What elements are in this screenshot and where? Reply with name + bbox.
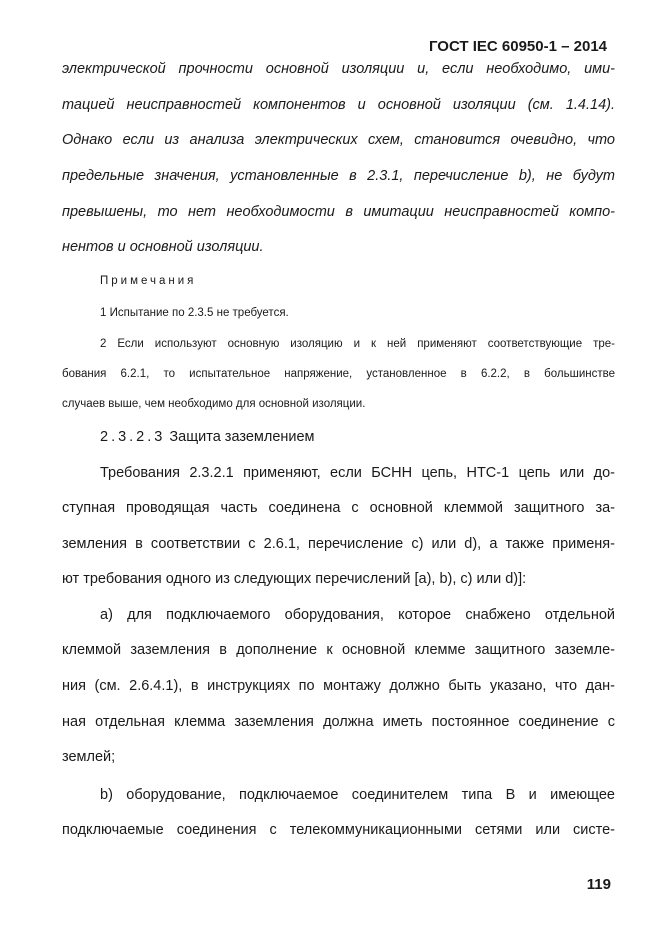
text-line: земления в соответствии с 2.6.1, перечисление с) или d), а также применя- — [62, 536, 615, 552]
page-body — [62, 0, 615, 935]
text-line: электрической прочности основной изоляции и, если необходимо, ими- — [62, 61, 615, 77]
text-line: превышены, то нет необходимости в имитации неисправностей компо- — [62, 204, 615, 220]
section-number: 2.3.2.3 — [100, 429, 166, 445]
list-item-a-line: землей; — [62, 749, 116, 765]
list-item-b-line: подключаемые соединения с телекоммуникационными сетями или систе- — [62, 822, 615, 838]
section-title: Защита заземлением — [169, 429, 315, 445]
text-line: Однако если из анализа электрических схем, становится очевидно, что — [62, 132, 615, 148]
text-line: тацией неисправностей компонентов и основной изоляции (см. 1.4.14). — [62, 97, 615, 113]
page-number: 119 — [586, 876, 611, 893]
note-2-line: бования 6.2.1, то испытательное напряжение, установленное в 6.2.2, в большинстве — [62, 368, 615, 380]
section-heading — [62, 428, 615, 446]
note-2-line: 2 Если используют основную изоляцию и к ней применяют соответствующие тре- — [100, 338, 615, 350]
list-item-a-line: a) для подключаемого оборудования, которое снабжено отдельной — [100, 607, 615, 623]
text-line: ют требования одного из следующих перечислений [a), b), c) или d)]: — [62, 571, 527, 587]
list-item-a-line: ная отдельная клемма заземления должна иметь постоянное соединение с — [62, 714, 615, 730]
list-item-b-line: b) оборудование, подключаемое соединителем типа В и имеющее — [100, 787, 615, 803]
text-line: ступная проводящая часть соединена с основной клеммой защитного за- — [62, 500, 615, 516]
document-header: ГОСТ IEC 60950-1 – 2014 — [428, 38, 607, 55]
note-1: 1 Испытание по 2.3.5 не требуется. — [100, 307, 289, 319]
notes-title: Примечания — [100, 275, 197, 287]
list-item-a-line: ния (см. 2.6.4.1), в инструкциях по монтажу должно быть указано, что дан- — [62, 678, 615, 694]
text-line: Требования 2.3.2.1 применяют, если БСНН цепь, НТС-1 цепь или до- — [100, 465, 615, 481]
text-line: нентов и основной изоляции. — [62, 239, 264, 255]
list-item-a-line: клеммой заземления в дополнение к основной клемме защитного заземле- — [62, 642, 615, 658]
text-line: предельные значения, установленные в 2.3.1, перечисление b), не будут — [62, 168, 615, 184]
note-2-line: случаев выше, чем необходимо для основной изоляции. — [62, 398, 366, 410]
